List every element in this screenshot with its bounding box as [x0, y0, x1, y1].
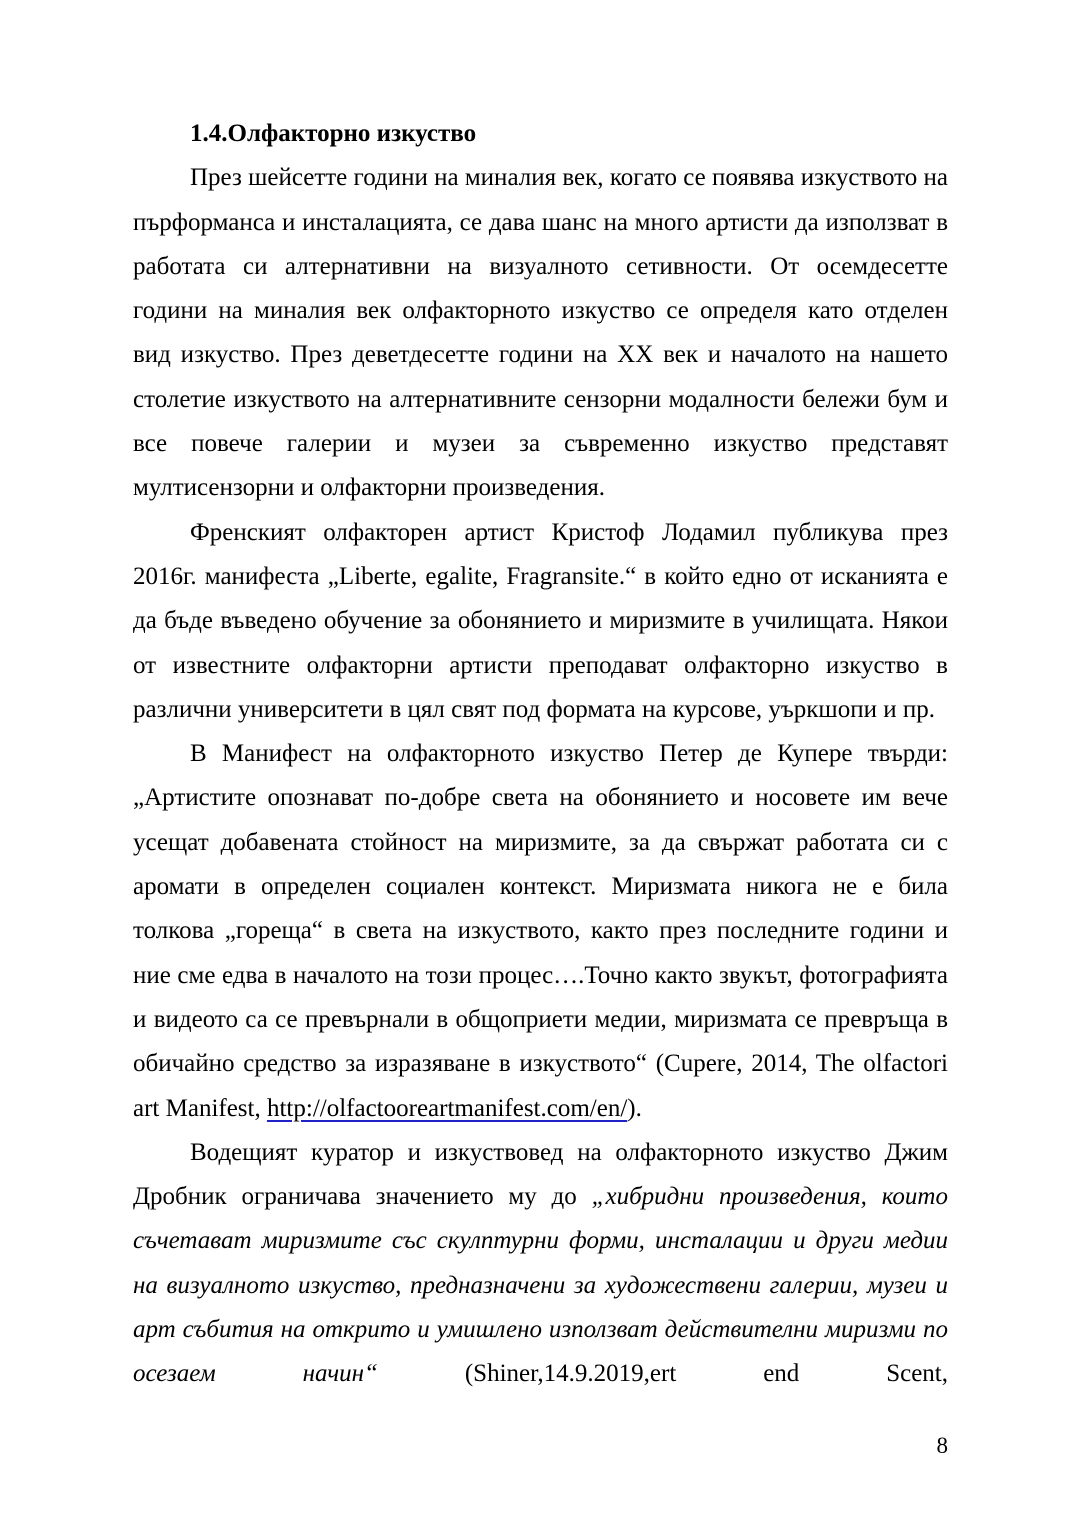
text-run: (Shiner,14.9.2019,ert end Scent,	[377, 1360, 948, 1388]
paragraph	[133, 156, 948, 510]
text-run: ).	[627, 1094, 642, 1122]
hyperlink[interactable]: http://olfactooreartmanifest.com/en/	[266, 1094, 628, 1122]
text-run: През шейсетте години на миналия век, когато се появява изкуството на пърформанса и инсталацията, се дава шанс на много артисти да използват в работата си алтернативни на визуалното сетивности. От осемдесетте години на миналия век олфакторното изкуство се определя като отделен вид изкуство. През деветдесетте години на ХХ век и началото на нашето столетие изкуството на алтернативните сензорни модалности бележи бум и все повече галерии и музеи за съвременно изкуство представят мултисензорни и олфакторни произведения.	[133, 164, 948, 502]
paragraphs-container	[133, 156, 948, 1396]
paragraph	[133, 511, 948, 732]
italic-text-run: „хибридни произведения, които съчетават миризмите със скулптурни форми, инсталации и други медии на визуалното изкуство, предназначени за художествени галерии, музеи и арт събития на открито и умишлено използват действителни миризми по осезаем начин“	[133, 1183, 948, 1388]
text-run: Френският олфакторен артист Кристоф Лодамил публикува през 2016г. манифеста „Liberte, egalite, Fragransite.“ в който едно от исканията е да бъде въведено обучение за обонянието и миризмите в училищата. Някои от известните олфакторни артисти преподават олфакторно изкуство в различни университети в цял свят под формата на курсове, уъркшопи и пр.	[133, 518, 948, 723]
text-run: В Манифест на олфакторното изкуство Петер де Купере твърди: „Артистите опознават по-добре света на обонянието и носовете им вече усещат добавената стойност на миризмите, за да свържат работата си с аромати в определен социален контекст. Миризмата никога не е била толкова „гореща“ в света на изкуството, както през последните години и ние сме едва в началото на този процес….Точно както звукът, фотографията и видеото са се превърнали в общоприети медии, миризмата се превръща в обичайно средство за изразяване в изкуството“ (Cupere, 2014, The olfactori art Manifest,	[133, 740, 948, 1122]
section-heading: 1.4.Олфакторно изкуство	[190, 120, 477, 147]
page-number: 8	[936, 1433, 948, 1458]
paragraph	[133, 732, 948, 1131]
document-body	[133, 112, 948, 1397]
text-run: Водещият куратор и изкуствовед на олфакторното изкуство Джим Дробник ограничава значението му до	[133, 1138, 948, 1211]
paragraph	[133, 1131, 948, 1397]
